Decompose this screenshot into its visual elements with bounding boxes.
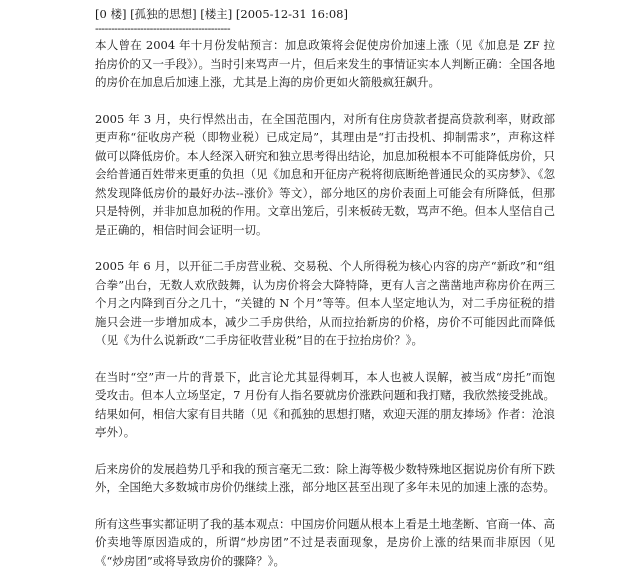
paragraph-6: 所有这些事实都证明了我的基本观点：中国房价问题从根本上看是土地垄断、官商一体、高价卖地等原因造成的，所谓“炒房团”不过是表面现象，是房价上涨的结果而非原因（见《“炒房团”或将导致房价的骤降？》。 (95, 515, 555, 570)
paragraph-2: 2005 年 3 月，央行悍然出击，在全国范围内，对所有住房贷款者提高贷款利率，财政部更声称“征收房产税（即物业税）已成定局”，其理由是“打击投机、抑制需求”，声称这样做可以降低房价。本人经深入研究和独立思考得出结论，加息加税根本不可能降低房价，只会给普通百姓带来更重的负担（见《加息和开征房产税将彻底断绝普通民众的买房梦》、《忽然发现降低房价的最好办法--涨价》等文），部分地区的房价表面上可能会有所降低，但那只是特例，并非加息加税的作用。文章出笼后，引来板砖无数，骂声不绝。但本人坚信自己是正确的，相信时间会证明一切。 (95, 110, 555, 240)
paragraph-4: 在当时“空”声一片的背景下，此言论尤其显得刺耳，本人也被人误解，被当成“房托”而饱受攻击。但本人立场坚定，7 月份有人指名要就房价涨跌问题和我打赌，我欣然接受挑战。结果如何，相信大家有目共睹（见《和孤独的思想打赌，欢迎天涯的朋友捧场》作者：沧浪亭外）。 (95, 368, 555, 442)
paragraph-5: 后来房价的发展趋势几乎和我的预言毫无二致：除上海等极少数特殊地区据说房价有所下跌外，全国绝大多数城市房价仍继续上涨，部分地区甚至出现了多年未见的加速上涨的态势。 (95, 460, 555, 497)
floor-number: [0 楼] (95, 7, 126, 21)
forum-post (95, 6, 555, 570)
paragraph-3: 2005 年 6 月，以开征二手房营业税、交易税、个人所得税为核心内容的房产“新政”和“组合拳”出台，无数人欢欣鼓舞，认为房价将会大降特降，更有人言之凿凿地声称房价在两三个月之内降到百分之几十，“关键的 N 个月”等等。但本人坚定地认为，对二手房征税的措施只会进一步增加成本，减少二手房供给，从而拉抬新房的价格，房价不可能因此而降低（见《为什么说新政“二手房征收营业税”目的在于拉抬房价？》。 (95, 257, 555, 350)
post-datetime: [2005-12-31 16:08] (236, 7, 348, 21)
header-divider: ------------------------------------------ (95, 22, 555, 36)
author-name[interactable]: [孤独的思想] (130, 7, 196, 21)
author-role: [楼主] (200, 7, 232, 21)
post-header (95, 6, 555, 22)
paragraph-1: 本人曾在 2004 年十月份发帖预言：加息政策将会促使房价加速上涨（见《加息是 ZF 拉抬房价的又一手段》）。当时引来骂声一片，但后来发生的事情证实本人判断正确：全国各地的房价在加息后加速上涨，尤其是上海的房价更如火箭般疯狂飙升。 (95, 36, 555, 92)
